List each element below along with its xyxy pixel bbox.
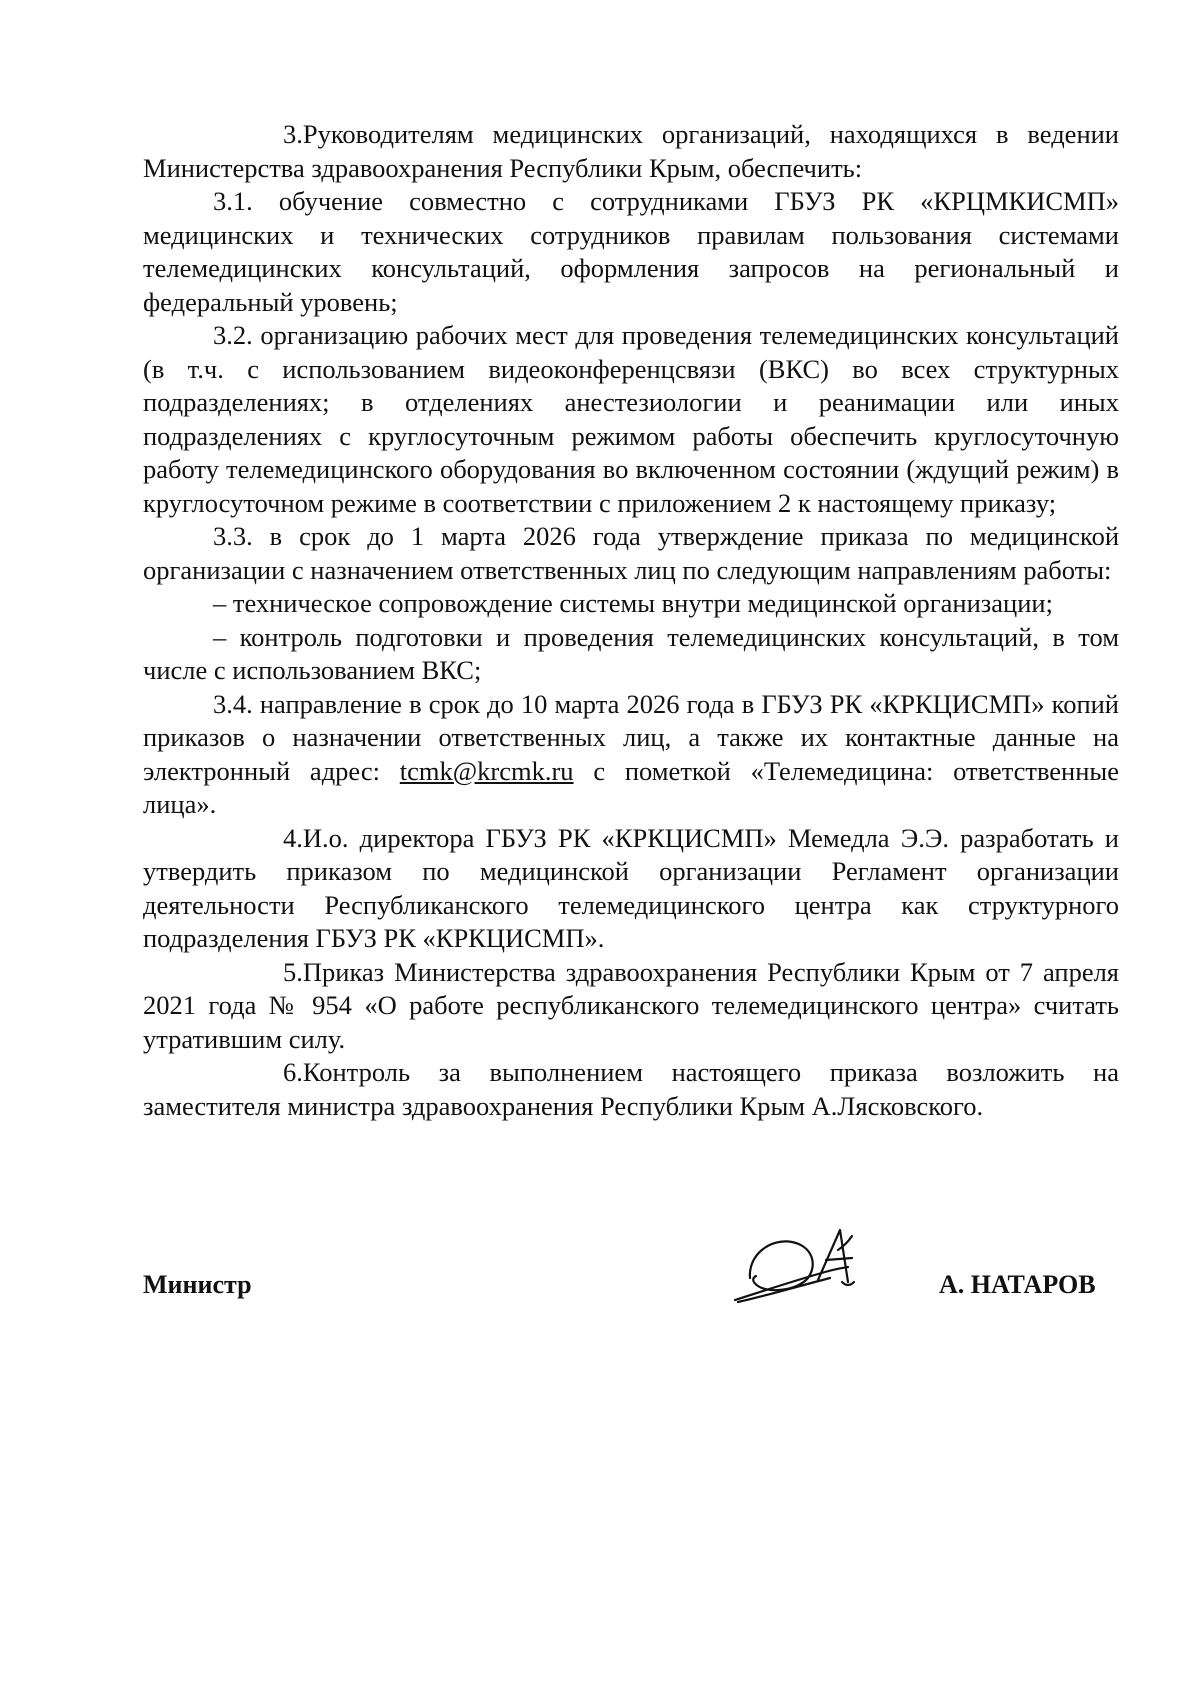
paragraph-3-3: 3.3. в срок до 1 марта 2026 года утверждение приказа по медицинской организации с назначением ответственных лиц по следующим направлениям работы:: [143, 521, 1119, 585]
list-item-technical-support: – техническое сопровождение системы внутри медицинской организации;: [213, 588, 1053, 618]
paragraph-number: 6.: [283, 1057, 303, 1087]
paragraph-text: Контроль за выполнением настоящего приказа возложить на заместителя министра здравоохранения Республики Крым А.Лясковского.: [143, 1057, 1119, 1121]
paragraph-number: 4.: [283, 822, 303, 853]
paragraph-text: 3.4. направление в срок до 10 марта 2026 года в ГБУЗ РК «КРКЦИСМП» копий приказов о назначении ответственных лиц, а также их контактные данные на электронный адрес:: [143, 688, 1119, 786]
email-link[interactable]: tcmk@krcmk.ru: [399, 755, 574, 786]
signatory-name: А. НАТАРОВ: [939, 1270, 1096, 1299]
signatory-title: Министр: [143, 1270, 252, 1299]
paragraph-3: [143, 118, 1119, 185]
paragraph-5: [143, 956, 1119, 1057]
document-body: [143, 118, 1119, 1123]
paragraph-6: [143, 1056, 1119, 1123]
list-item-consultation-control: – контроль подготовки и проведения телемедицинских консультаций, в том числе с использованием ВКС;: [143, 621, 1119, 685]
paragraph-text: с пометкой «Телемедицина: ответственные лица».: [143, 755, 1119, 819]
paragraph-text: И.о. директора ГБУЗ РК «КРКЦИСМП» Мемедла Э.Э. разработать и утвердить приказом по медицинской организации Регламент организации деятельности Республиканского телемедицинского центра как структурного подразделения ГБУЗ РК «КРКЦИСМП».: [143, 822, 1119, 953]
paragraph-number: 3.: [283, 119, 303, 149]
paragraph-4: [143, 822, 1119, 956]
paragraph-3-1: 3.1. обучение совместно с сотрудниками ГБУЗ РК «КРЦМКИСМП» медицинских и технических сотрудников правилам пользования системами телемедицинских консультаций, оформления запросов на региональный и федеральный уровень;: [143, 186, 1119, 317]
paragraph-text: Приказ Министерства здравоохранения Республики Крым от 7 апреля 2021 года № 954 «О работе республиканского телемедицинского центра» считать утратившим силу.: [143, 956, 1119, 1054]
paragraph-3-2: 3.2. организацию рабочих мест для проведения телемедицинских консультаций (в т.ч. с использованием видеоконференцсвязи (ВКС) во всех структурных подразделениях; в отделениях анестезиологии и реанимации или иных подразделениях с круглосуточным режимом работы обеспечить круглосуточную работу телемедицинского оборудования во включенном состоянии (ждущий режим) в круглосуточном режиме в соответствии с приложением 2 к настоящему приказу;: [143, 320, 1119, 518]
handwritten-signature: [730, 1220, 880, 1310]
paragraph-3-4: [143, 688, 1119, 822]
paragraph-number: 5.: [283, 956, 303, 987]
paragraph-text: Руководителям медицинских организаций, находящихся в ведении Министерства здравоохранения Республики Крым, обеспечить:: [143, 119, 1119, 183]
